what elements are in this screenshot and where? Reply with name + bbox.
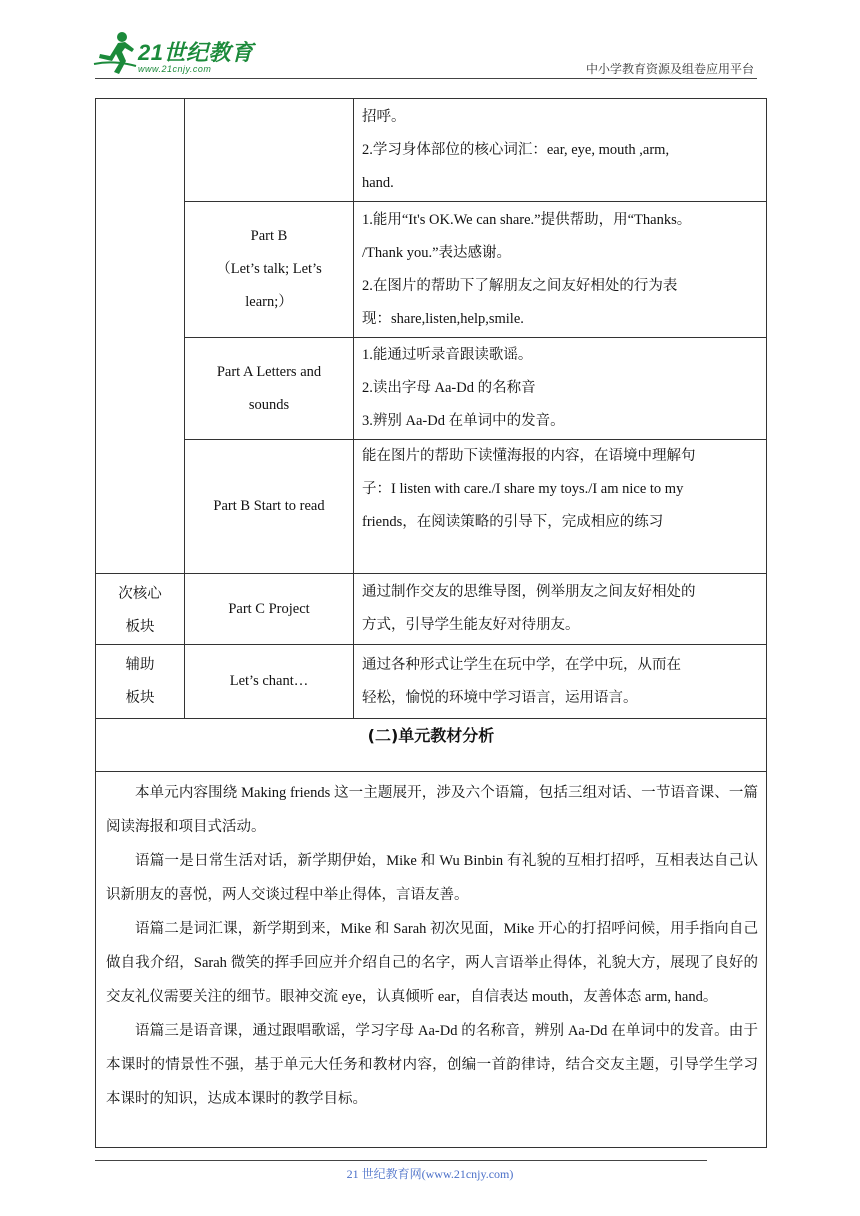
- runner-logo-icon: [92, 30, 138, 76]
- goal-line: 3.辨别 Aa-Dd 在单词中的发音。: [362, 413, 565, 429]
- goal-line: 2.读出字母 Aa-Dd 的名称音: [362, 380, 536, 396]
- block-label: 板块: [125, 619, 155, 635]
- part-label: sounds: [248, 396, 290, 413]
- partb-read-goals-cell: [354, 440, 767, 574]
- table-row: [96, 719, 767, 772]
- part-label: Part B Start to read: [213, 498, 325, 514]
- goal-line: 通过制作交友的思维导图，例举朋友之间友好相处的: [362, 584, 696, 600]
- table-row: [96, 645, 767, 719]
- partb-talk-goals-cell: [354, 202, 767, 338]
- aux-block-cell: [96, 645, 185, 719]
- part-label: Part B: [250, 228, 288, 244]
- analysis-paragraph: 本单元内容围绕 Making friends 这一主题展开，涉及六个语篇，包括三组对话、一节语音课、一篇阅读海报和项目式活动。: [106, 785, 758, 835]
- goal-line: hand.: [362, 174, 394, 191]
- parta-letters-cell: [185, 338, 354, 440]
- goal-line: 能在图片的帮助下读懂海报的内容，在语境中理解句: [362, 448, 696, 464]
- logo-text: 21世纪教育: [138, 40, 254, 65]
- part-label: Let’s chant…: [229, 673, 309, 689]
- partb-read-cell: [185, 440, 354, 574]
- page-header: [0, 0, 860, 80]
- chant-cell: [185, 645, 354, 719]
- header-divider: [95, 78, 757, 79]
- table-row: [96, 338, 767, 440]
- goal-line: 2.在图片的帮助下了解朋友之间友好相处的行为表: [362, 277, 678, 294]
- block-label: 板块: [125, 690, 155, 706]
- secondary-block-cell: [96, 574, 185, 645]
- part-label: Part C Project: [228, 600, 310, 617]
- goal-line: 轻松，愉悦的环境中学习语言，运用语言。: [362, 689, 638, 706]
- parta-letters-goals-cell: [354, 338, 767, 440]
- footer-link[interactable]: 21 世纪教育网(www.21cnjy.com): [346, 1167, 514, 1181]
- site-logo[interactable]: [92, 30, 262, 78]
- platform-label: 中小学教育资源及组卷应用平台: [585, 62, 754, 76]
- goal-line: 1.能用“It's OK.We can share.”提供帮助，用“Thanks。: [362, 211, 692, 228]
- table-row: [96, 574, 767, 645]
- logo-url: www.21cnjy.com: [138, 64, 212, 74]
- section-title: (二)单元教材分析: [367, 726, 495, 745]
- chant-goals-cell: [354, 645, 767, 719]
- goal-line: /Thank you.”表达感谢。: [362, 244, 512, 261]
- part-label: learn;）: [245, 294, 293, 310]
- analysis-paragraph: 语篇二是词汇课，新学期到来，Mike 和 Sarah 初次见面，Mike 开心的打招呼问候，用手指向自己做自我介绍，Sarah 微笑的挥手回应并介绍自己的名字，两人言语举止得体，礼貌大方，展现了良好的交友礼仪需要关注的细节。眼神交流 eye，认真倾听 ear，自信表达 mouth，友善体态 arm, hand。: [106, 921, 758, 1005]
- analysis-cell: [96, 772, 767, 1148]
- table-row: [96, 440, 767, 574]
- goal-line: 2.学习身体部位的核心词汇：ear, eye, mouth ,arm,: [362, 141, 670, 158]
- footer-divider: [95, 1160, 707, 1161]
- partc-goals-cell: [354, 574, 767, 645]
- block-label: 辅助: [125, 657, 155, 673]
- partc-project-cell: [185, 574, 354, 645]
- goal-line: 通过各种形式让学生在玩中学，在学中玩，从而在: [362, 656, 681, 673]
- cont-goals-cell: [354, 99, 767, 202]
- analysis-paragraph: 语篇一是日常生活对话，新学期伊始，Mike 和 Wu Binbin 有礼貌的互相打招呼，互相表达自己认识新朋友的喜悦，两人交谈过程中举止得体，言语友善。: [106, 853, 758, 903]
- goal-line: 方式，引导学生能友好对待朋友。: [362, 617, 580, 633]
- cont-col2-cell: [185, 99, 354, 202]
- goal-line: 1.能通过听录音跟读歌谣。: [362, 347, 533, 363]
- block-label: 次核心: [118, 586, 162, 602]
- table-row: [96, 99, 767, 202]
- goal-line: 子：I listen with care./I share my toys./I am nice to my: [362, 481, 684, 497]
- goal-line: 现：share,listen,help,smile.: [362, 310, 524, 327]
- goal-line: friends，在阅读策略的引导下，完成相应的练习: [362, 514, 664, 530]
- part-label: （Let’s talk; Let’s: [216, 261, 322, 277]
- partb-talk-cell: [185, 202, 354, 338]
- table-row: [96, 202, 767, 338]
- analysis-paragraph: 语篇三是语音课，通过跟唱歌谣，学习字母 Aa-Dd 的名称音，辨别 Aa-Dd 在单词中的发音。由于本课时的情景性不强，基于单元大任务和教材内容，创编一首韵律诗，结合交友主题，引导学生学习本课时的知识，达成本课时的教学目标。: [106, 1023, 758, 1107]
- goal-line: 招呼。: [362, 108, 406, 125]
- table-row: [96, 772, 767, 1148]
- core-block-cell: [96, 99, 185, 574]
- part-label: Part A Letters and: [216, 363, 322, 380]
- section-title-cell: [96, 719, 767, 772]
- lesson-table: [95, 98, 767, 1148]
